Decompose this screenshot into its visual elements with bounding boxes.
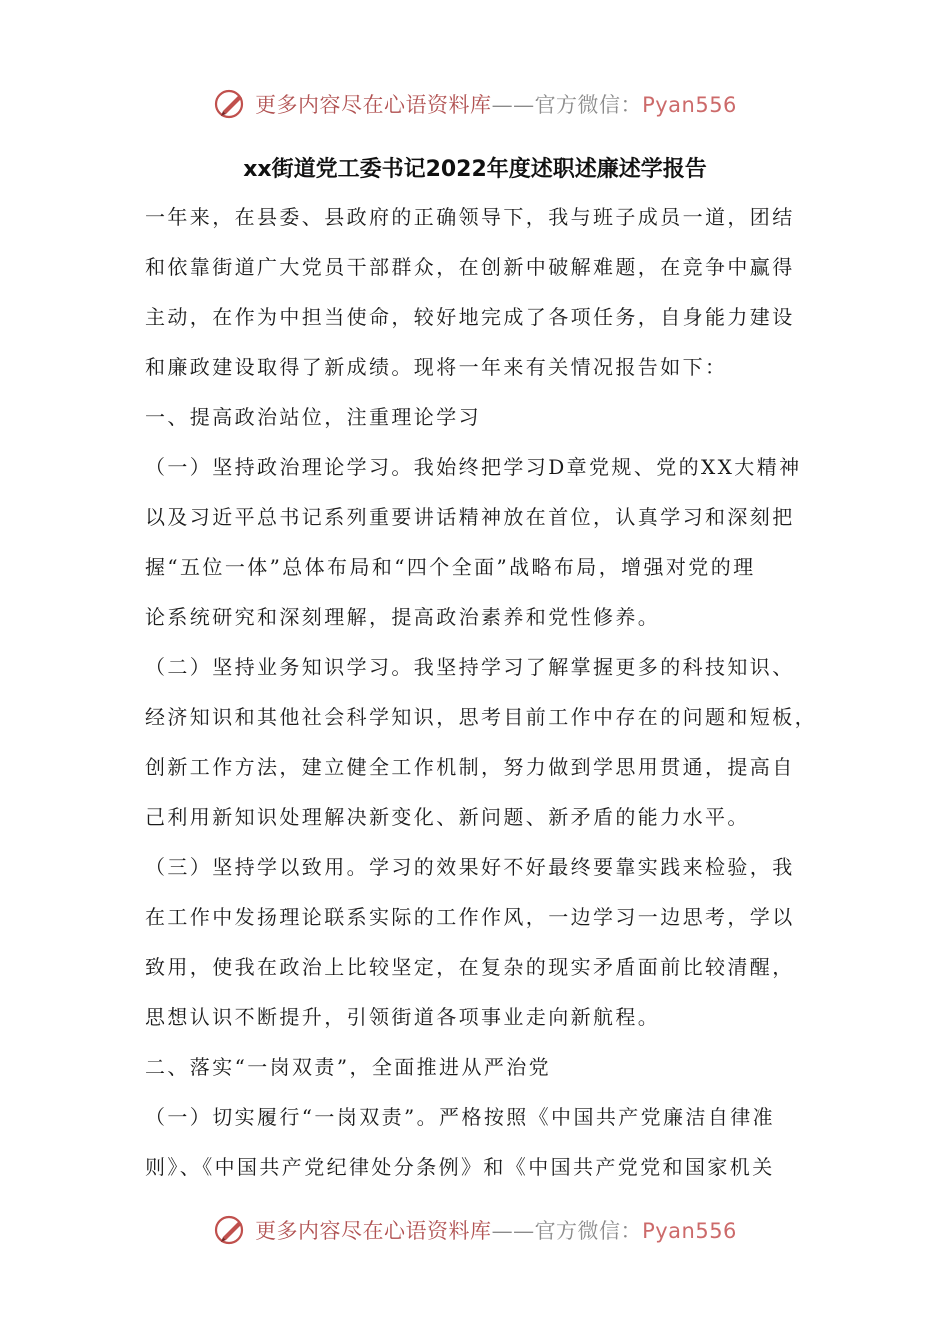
body-line: 主动，在作为中担当使命，较好地完成了各项任务，自身能力建设 (145, 305, 795, 329)
body-line: 思想认识不断提升，引领街道各项事业走向新航程。 (145, 1005, 661, 1029)
body-line: 论系统研究和深刻理解，提高政治素养和党性修养。 (145, 605, 661, 629)
body-line: 握“五位一体”总体布局和“四个全面”战略布局，增强对党的理 (145, 555, 756, 579)
banner-wechat-label: 官方微信： (534, 1219, 643, 1243)
body-line: 在工作中发扬理论联系实际的工作作风，一边学习一边思考，学以 (145, 905, 795, 929)
body-line: （二）坚持业务知识学习。我坚持学习了解掌握更多的科技知识、 (145, 655, 795, 679)
pen-logo-icon (213, 86, 249, 122)
body-line: （三）坚持学以致用。学习的效果好不好最终要靠实践来检验，我 (145, 855, 795, 879)
body-line: 经济知识和其他社会科学知识，思考目前工作中存在的问题和短板， (145, 705, 817, 729)
banner-separator: —— (491, 93, 535, 117)
section-heading: 一、提高政治站位，注重理论学习 (145, 405, 481, 429)
body-line: 创新工作方法，建立健全工作机制，努力做到学思用贯通，提高自 (145, 755, 795, 779)
banner-brand: 更多内容尽在心语资料库 (255, 1219, 492, 1243)
banner-separator: —— (491, 1219, 535, 1243)
body-line: 和依靠街道广大党员干部群众，在创新中破解难题，在竞争中赢得 (145, 255, 795, 279)
footer-banner (0, 1210, 950, 1250)
banner-text (255, 1215, 737, 1245)
document-title: xx街道党工委书记2022年度述职述廉述学报告 (243, 157, 707, 182)
body-line: 和廉政建设取得了新成绩。现将一年来有关情况报告如下： (145, 355, 728, 379)
banner-wechat-label: 官方微信： (534, 93, 643, 117)
body-line: （一）坚持政治理论学习。我始终把学习D章党规、党的XX大精神 (145, 455, 802, 479)
header-banner (0, 84, 950, 124)
body-line: 以及习近平总书记系列重要讲话精神放在首位，认真学习和深刻把 (145, 505, 795, 529)
body-line: 则》、《中国共产党纪律处分条例》和《中国共产党党和国家机关 (145, 1155, 775, 1179)
banner-wechat-id: Pyan556 (642, 1219, 737, 1243)
pen-logo-icon (213, 1212, 249, 1248)
body-line: （一）切实履行“一岗双责”。严格按照《中国共产党廉洁自律准 (145, 1105, 776, 1129)
body-line: 一年来，在县委、县政府的正确领导下，我与班子成员一道，团结 (145, 205, 795, 229)
banner-text (255, 89, 737, 119)
banner-brand: 更多内容尽在心语资料库 (255, 93, 492, 117)
section-heading: 二、落实“一岗双责”，全面推进从严治党 (145, 1055, 552, 1079)
body-line: 致用，使我在政治上比较坚定，在复杂的现实矛盾面前比较清醒， (145, 955, 795, 979)
banner-wechat-id: Pyan556 (642, 93, 737, 117)
body-line: 己利用新知识处理解决新变化、新问题、新矛盾的能力水平。 (145, 805, 750, 829)
